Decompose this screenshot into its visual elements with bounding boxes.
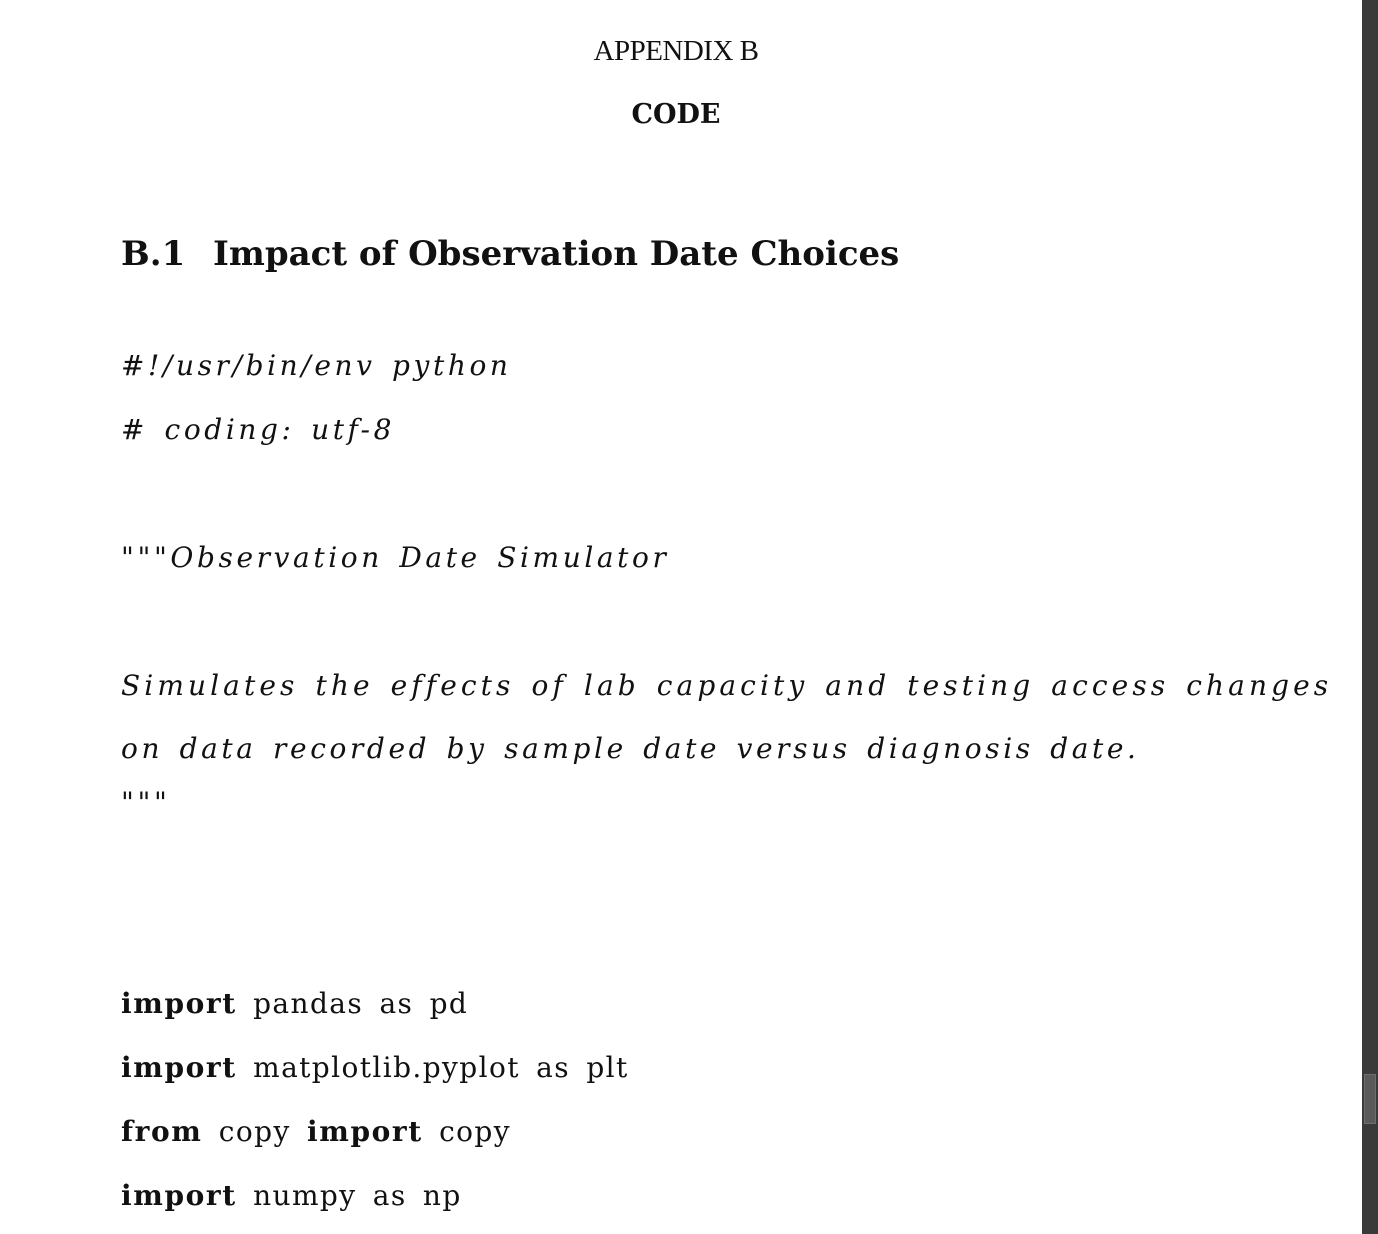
- vertical-scrollbar[interactable]: [1362, 0, 1378, 1234]
- code-line-from-copy: [121, 1112, 511, 1152]
- section-number: B.1: [121, 234, 186, 274]
- keyword-from: from: [121, 1115, 203, 1148]
- code-line-coding: # coding: utf-8: [121, 413, 395, 446]
- code-line-import-matplotlib: [121, 1048, 629, 1088]
- code-line-doc-2: on data recorded by sample date versus diagnosis date.: [121, 732, 1140, 765]
- keyword-import: import: [306, 1115, 423, 1148]
- code-text: numpy as np: [236, 1179, 462, 1212]
- section-title: Impact of Observation Date Choices: [213, 234, 900, 274]
- code-line-import-pandas: [121, 984, 468, 1024]
- code-line-docstring-open: """Observation Date Simulator: [121, 541, 670, 574]
- appendix-title: CODE: [631, 99, 721, 130]
- code-text: pandas as pd: [236, 987, 469, 1020]
- code-line-doc-1: Simulates the effects of lab capacity and testing access changes: [121, 669, 1333, 702]
- scrollbar-thumb[interactable]: [1364, 1074, 1376, 1124]
- code-text: copy: [202, 1115, 307, 1148]
- code-line-shebang: #!/usr/bin/env python: [121, 349, 512, 382]
- code-text: copy: [422, 1115, 511, 1148]
- code-line-import-numpy: [121, 1176, 462, 1216]
- appendix-label: APPENDIX B: [593, 35, 759, 67]
- code-line-docstring-close: """: [121, 786, 171, 819]
- keyword-import: import: [121, 987, 237, 1020]
- keyword-import: import: [121, 1051, 237, 1084]
- section-heading: [121, 230, 899, 278]
- code-text: matplotlib.pyplot as plt: [236, 1051, 629, 1084]
- keyword-import: import: [121, 1179, 237, 1212]
